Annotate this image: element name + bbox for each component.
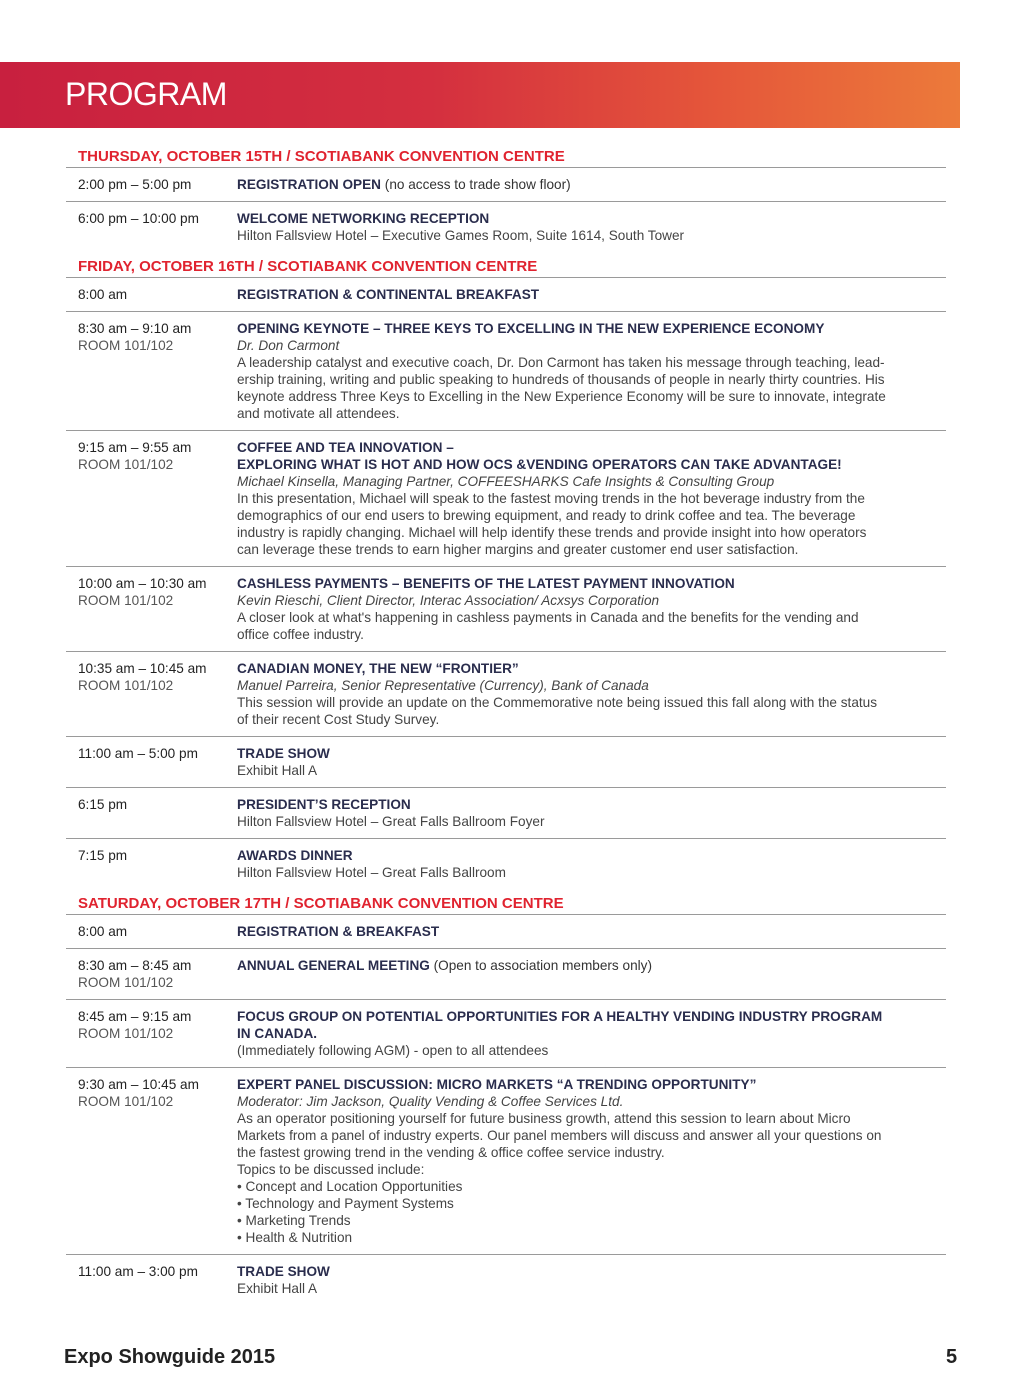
session-time: 6:00 pm – 10:00 pm	[78, 211, 199, 226]
session-description-line: (Immediately following AGM) - open to all attendees	[237, 1043, 549, 1058]
session-description-line: Hilton Fallsview Hotel – Great Falls Ballroom	[237, 865, 506, 880]
session-title-line	[237, 847, 936, 864]
session-note: (Open to association members only)	[429, 958, 652, 973]
session-room: ROOM 101/102	[78, 1094, 174, 1109]
session-time: 6:15 pm	[78, 797, 128, 812]
session-title-line	[237, 660, 936, 677]
session-time-column	[66, 439, 237, 558]
session-time: 10:00 am – 10:30 am	[78, 576, 207, 591]
session-title-line	[237, 320, 936, 337]
session-time: 8:00 am	[78, 924, 128, 939]
session-details	[237, 660, 946, 728]
session-room: ROOM 101/102	[78, 975, 174, 990]
session-description-line: office coffee industry.	[237, 627, 364, 642]
session-description-line: demographics of our end users to brewing equipment, and ready to drink coffee and tea. The beverage	[237, 508, 856, 523]
session-title-line	[237, 745, 936, 762]
session-title: COFFEE AND TEA INNOVATION –	[237, 440, 454, 455]
session-title: PRESIDENT’S RECEPTION	[237, 797, 411, 812]
session-time: 10:35 am – 10:45 am	[78, 661, 207, 676]
session-title-line	[237, 1076, 936, 1093]
session-time-column	[66, 923, 237, 940]
session-speaker: Michael Kinsella, Managing Partner, COFFEESHARKS Cafe Insights & Consulting Group	[237, 474, 775, 489]
session-row	[66, 1255, 946, 1305]
session-details	[237, 1008, 946, 1059]
session-speaker: Kevin Rieschi, Client Director, Interac Association/ Acxsys Corporation	[237, 593, 660, 608]
session-time: 8:30 am – 8:45 am	[78, 958, 192, 973]
session-details	[237, 1263, 946, 1297]
session-title-continued: IN CANADA.	[237, 1026, 318, 1041]
session-details	[237, 176, 946, 193]
session-time-column	[66, 1008, 237, 1059]
session-time-column	[66, 286, 237, 303]
session-row	[66, 312, 946, 431]
session-title: TRADE SHOW	[237, 746, 330, 761]
session-title: OPENING KEYNOTE – THREE KEYS TO EXCELLING IN THE NEW EXPERIENCE ECONOMY	[237, 321, 825, 336]
session-time: 9:15 am – 9:55 am	[78, 440, 192, 455]
session-time-column	[66, 1263, 237, 1297]
session-description-line: Hilton Fallsview Hotel – Executive Games Room, Suite 1614, South Tower	[237, 228, 685, 243]
session-title-line	[237, 176, 936, 193]
session-description-line: Hilton Fallsview Hotel – Great Falls Ballroom Foyer	[237, 814, 545, 829]
session-title-line	[237, 575, 936, 592]
session-row	[66, 431, 946, 567]
session-description-line: Topics to be discussed include:	[237, 1162, 425, 1177]
session-details	[237, 286, 946, 303]
session-time-column	[66, 210, 237, 244]
day-section	[66, 142, 946, 252]
session-time: 8:00 am	[78, 287, 128, 302]
session-speaker: Manuel Parreira, Senior Representative (Currency), Bank of Canada	[237, 678, 649, 693]
session-time-column	[66, 796, 237, 830]
session-title-continued: EXPLORING WHAT IS HOT AND HOW OCS &VENDING OPERATORS CAN TAKE ADVANTAGE!	[237, 457, 842, 472]
session-title-line	[237, 439, 936, 456]
session-time: 8:30 am – 9:10 am	[78, 321, 192, 336]
session-title: TRADE SHOW	[237, 1264, 330, 1279]
publication-name: Expo Showguide 2015	[64, 1346, 276, 1368]
session-description-line: Exhibit Hall A	[237, 763, 318, 778]
session-title: REGISTRATION OPEN	[237, 177, 382, 192]
session-title: AWARDS DINNER	[237, 848, 353, 863]
session-row	[66, 1000, 946, 1068]
session-time-column	[66, 745, 237, 779]
session-time: 9:30 am – 10:45 am	[78, 1077, 199, 1092]
session-title-line	[237, 210, 936, 227]
session-description-line: • Technology and Payment Systems	[237, 1196, 454, 1211]
session-speaker: Dr. Don Carmont	[237, 338, 340, 353]
session-description-line: A closer look at what's happening in cashless payments in Canada and the benefits for the vending and	[237, 610, 859, 625]
session-time-column	[66, 176, 237, 193]
session-details	[237, 796, 946, 830]
session-details	[237, 923, 946, 940]
session-title: ANNUAL GENERAL MEETING	[237, 958, 430, 973]
session-time: 11:00 am – 3:00 pm	[78, 1264, 198, 1279]
session-description-line: As an operator positioning yourself for future business growth, attend this session to learn about Micro	[237, 1111, 851, 1126]
session-row	[66, 1068, 946, 1255]
day-heading: SATURDAY, OCTOBER 17TH / SCOTIABANK CONVENTION CENTRE	[66, 889, 946, 915]
session-time-column	[66, 660, 237, 728]
session-description-line: industry is rapidly changing. Michael will help identify these trends and provide insight into how operators	[237, 525, 867, 540]
session-time: 8:45 am – 9:15 am	[78, 1009, 192, 1024]
session-row	[66, 168, 946, 202]
session-description-line: • Health & Nutrition	[237, 1230, 353, 1245]
session-row	[66, 278, 946, 312]
session-title: CANADIAN MONEY, THE NEW “FRONTIER”	[237, 661, 519, 676]
session-title-line	[237, 1263, 936, 1280]
session-details	[237, 847, 946, 881]
session-title-line	[237, 1008, 936, 1025]
session-details	[237, 439, 946, 558]
session-row	[66, 788, 946, 839]
session-details	[237, 1076, 946, 1246]
session-description-line: Exhibit Hall A	[237, 1281, 318, 1296]
session-room: ROOM 101/102	[78, 678, 174, 693]
session-time: 2:00 pm – 5:00 pm	[78, 177, 192, 192]
session-speaker: Moderator: Jim Jackson, Quality Vending & Coffee Services Ltd.	[237, 1094, 624, 1109]
session-title: EXPERT PANEL DISCUSSION: MICRO MARKETS “A TRENDING OPPORTUNITY”	[237, 1077, 757, 1092]
session-time-column	[66, 957, 237, 991]
session-title: WELCOME NETWORKING RECEPTION	[237, 211, 490, 226]
session-title: REGISTRATION & CONTINENTAL BREAKFAST	[237, 287, 540, 302]
session-row	[66, 915, 946, 949]
session-room: ROOM 101/102	[78, 338, 174, 353]
page-number: 5	[946, 1346, 958, 1368]
session-details	[237, 210, 946, 244]
session-row	[66, 949, 946, 1000]
session-title-line	[237, 957, 936, 974]
session-description-line: • Concept and Location Opportunities	[237, 1179, 463, 1194]
session-title: CASHLESS PAYMENTS – BENEFITS OF THE LATEST PAYMENT INNOVATION	[237, 576, 735, 591]
session-description-line: ership training, writing and public speaking to hundreds of thousands of people in nearly thirty countries. His	[237, 372, 885, 387]
session-title-line	[237, 796, 936, 813]
session-row	[66, 567, 946, 652]
session-title: REGISTRATION & BREAKFAST	[237, 924, 440, 939]
session-room: ROOM 101/102	[78, 593, 174, 608]
session-time-column	[66, 1076, 237, 1246]
session-description-line: In this presentation, Michael will speak to the fastest moving trends in the hot beverage industry from the	[237, 491, 865, 506]
session-description-line: Markets from a panel of industry experts. Our panel members will discuss and answer all your questions on	[237, 1128, 882, 1143]
day-section	[66, 889, 946, 1305]
day-heading: FRIDAY, OCTOBER 16TH / SCOTIABANK CONVENTION CENTRE	[66, 252, 946, 278]
day-heading: THURSDAY, OCTOBER 15TH / SCOTIABANK CONVENTION CENTRE	[66, 142, 946, 168]
session-time: 7:15 pm	[78, 848, 128, 863]
program-banner	[0, 62, 960, 128]
session-description-line: of their recent Cost Study Survey.	[237, 712, 440, 727]
session-title: FOCUS GROUP ON POTENTIAL OPPORTUNITIES FOR A HEALTHY VENDING INDUSTRY PROGRAM	[237, 1009, 883, 1024]
session-description-line: the fastest growing trend in the vending & office coffee service industry.	[237, 1145, 665, 1160]
session-time-column	[66, 320, 237, 422]
session-details	[237, 957, 946, 991]
session-title-line	[237, 923, 936, 940]
session-description-line: can leverage these trends to earn higher margins and greater customer end user satisfaction.	[237, 542, 799, 557]
session-time: 11:00 am – 5:00 pm	[78, 746, 198, 761]
session-room: ROOM 101/102	[78, 457, 174, 472]
session-time-column	[66, 847, 237, 881]
program-schedule	[66, 142, 946, 1305]
session-details	[237, 745, 946, 779]
session-time-column	[66, 575, 237, 643]
session-room: ROOM 101/102	[78, 1026, 174, 1041]
session-description-line: This session will provide an update on the Commemorative note being issued this fall along with the status	[237, 695, 878, 710]
session-row	[66, 652, 946, 737]
day-section	[66, 252, 946, 889]
session-description-line: • Marketing Trends	[237, 1213, 351, 1228]
session-details	[237, 575, 946, 643]
session-row	[66, 839, 946, 889]
session-details	[237, 320, 946, 422]
session-description-line: keynote address Three Keys to Excelling in the New Experience Economy will be sure to innovate, integrate	[237, 389, 886, 404]
page-title: PROGRAM	[65, 76, 227, 112]
session-row	[66, 202, 946, 252]
session-note: (no access to trade show floor)	[381, 177, 571, 192]
session-description-line: A leadership catalyst and executive coach, Dr. Don Carmont has taken his message through teaching, lead-	[237, 355, 885, 370]
session-row	[66, 737, 946, 788]
session-title-line	[237, 286, 936, 303]
session-description-line: and motivate all attendees.	[237, 406, 400, 421]
